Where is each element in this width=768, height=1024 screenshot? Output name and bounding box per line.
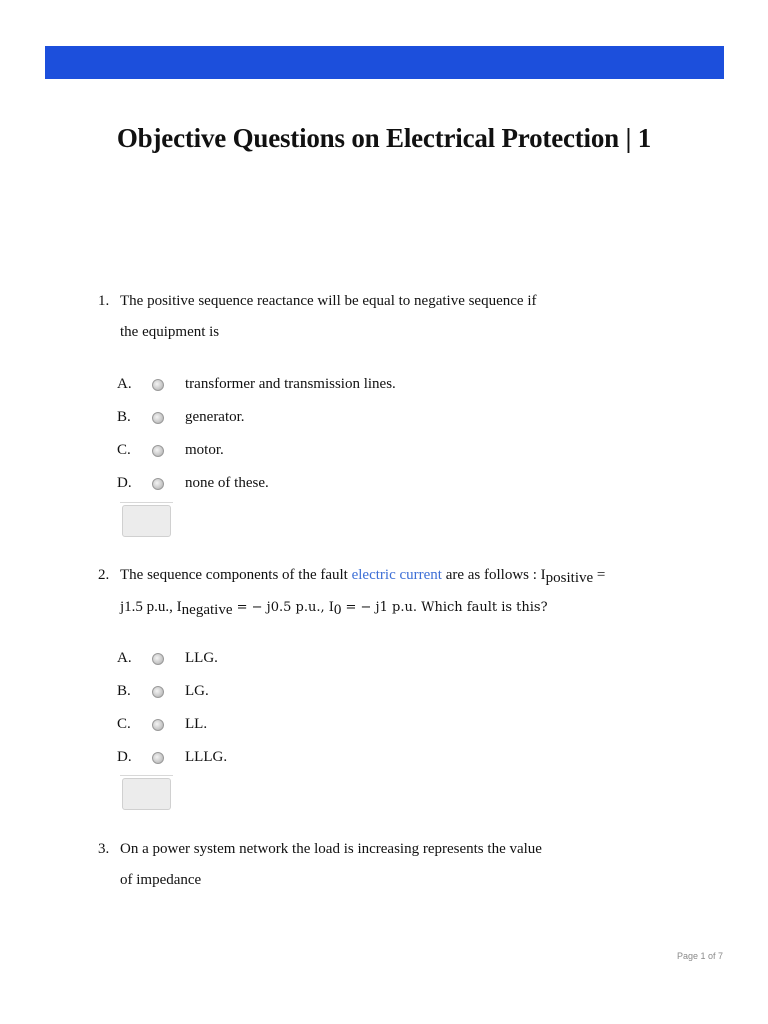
option-text: LL. [185,716,208,732]
option-c[interactable] [117,442,517,462]
option-letter: B. [117,409,131,425]
radio-button[interactable] [152,752,164,764]
radio-button[interactable] [152,445,164,457]
option-text: generator. [185,409,245,425]
radio-button[interactable] [152,686,164,698]
option-a[interactable] [117,650,517,670]
option-b[interactable] [117,683,517,703]
math-expression: = − j0.5 p.u., I [232,600,334,615]
option-c[interactable] [117,716,517,736]
radio-button[interactable] [152,719,164,731]
option-letter: A. [117,376,132,392]
page-title: Objective Questions on Electrical Protection | 1 [116,123,652,153]
option-letter: D. [117,749,132,765]
option-text: transformer and transmission lines. [185,376,396,392]
top-banner [45,46,724,79]
option-b[interactable] [117,409,517,429]
option-letter: D. [117,475,132,491]
question-text: On a power system network the load is increasing represents the value [120,841,542,857]
page-number: Page 1 of 7 [676,951,723,961]
question-text-part: j1.5 p.u., I [120,599,182,615]
question-text-part: are as follows : I [445,567,546,583]
option-text: LLLG. [185,749,228,765]
radio-button[interactable] [152,412,164,424]
radio-button[interactable] [152,653,164,665]
option-letter: C. [117,442,131,458]
question-text-part: The sequence components of the fault [120,567,348,583]
subscript-zero: 0 [333,602,342,618]
subscript-positive: positive [545,570,594,586]
option-text: LG. [185,683,209,699]
question-text-part: = [593,567,606,583]
check-answer-button[interactable] [122,505,171,537]
question-text-continued [120,599,548,616]
option-text: motor. [185,442,224,458]
question-text-continued: of impedance [120,872,202,888]
question-number: 3. [98,841,110,857]
option-text: none of these. [185,475,269,491]
option-letter: C. [117,716,131,732]
option-letter: B. [117,683,131,699]
electric-current-link[interactable]: electric current [351,567,442,583]
radio-button[interactable] [152,478,164,490]
check-answer-button[interactable] [122,778,171,810]
option-d[interactable] [117,749,517,769]
question-text: The positive sequence reactance will be equal to negative sequence if [120,293,537,309]
option-a[interactable] [117,376,517,396]
option-letter: A. [117,650,132,666]
question-text [120,567,605,584]
option-d[interactable] [117,475,517,495]
option-text: LLG. [185,650,218,666]
question-text-continued: the equipment is [120,324,220,340]
subscript-negative: negative [181,602,233,618]
radio-button[interactable] [152,379,164,391]
question-number: 1. [98,293,110,309]
question-number: 2. [98,567,110,583]
math-expression: = − j1 p.u. Which fault is this? [341,600,548,615]
